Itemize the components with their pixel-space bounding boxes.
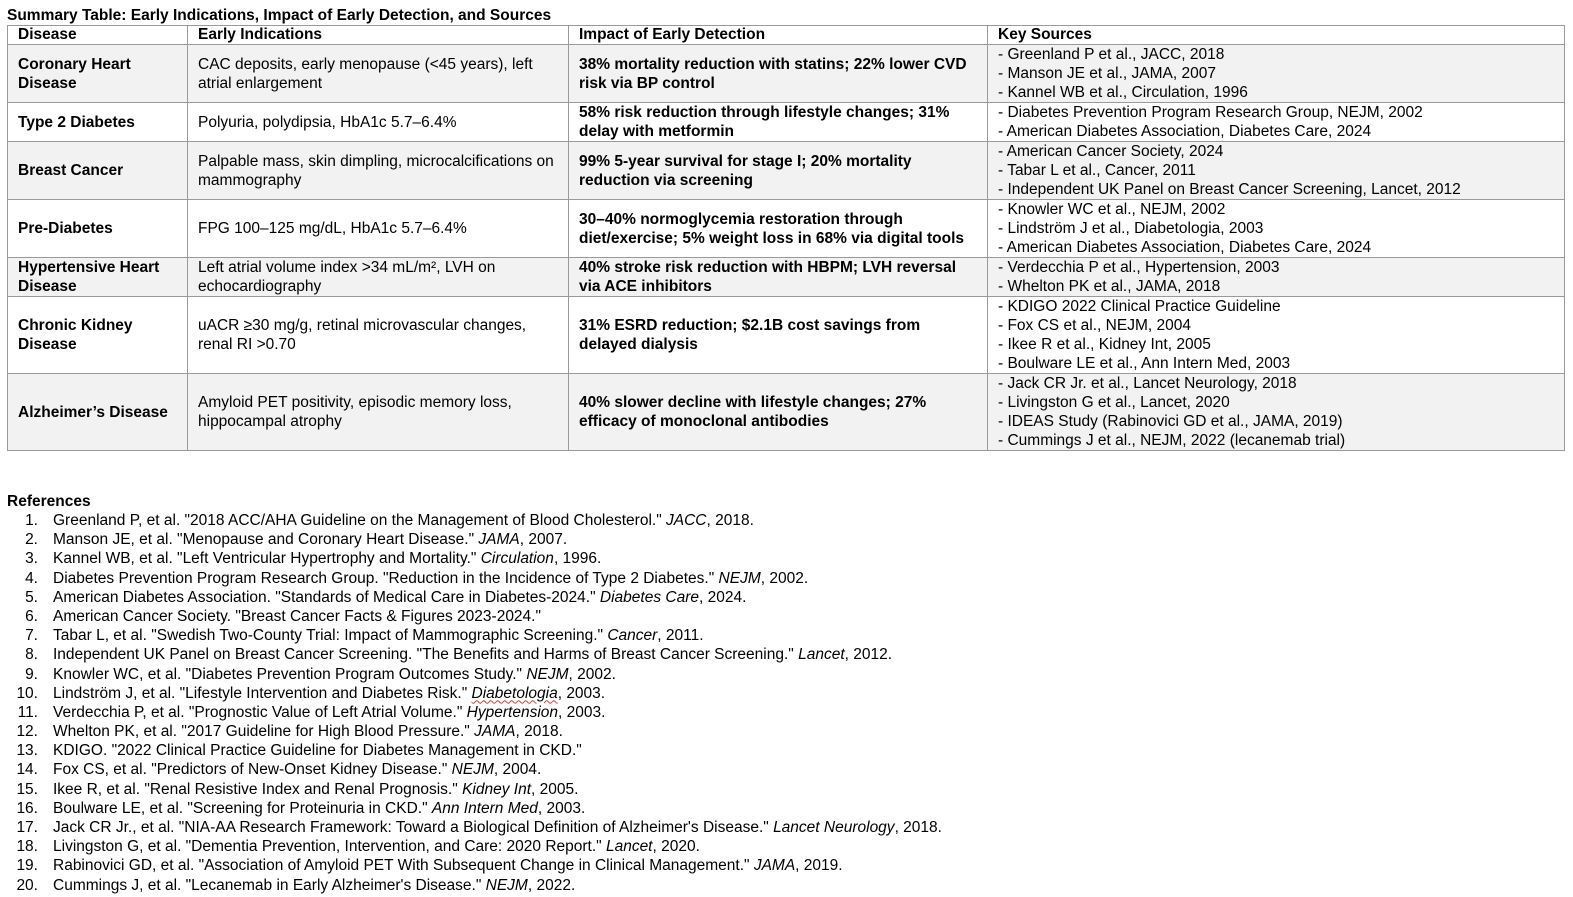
source-line: - Whelton PK et al., JAMA, 2018	[998, 278, 1221, 295]
indications-cell: uACR ≥30 mg/g, retinal microvascular changes, renal RI >0.70	[188, 297, 569, 374]
impact-cell: 30–40% normoglycemia restoration through diet/exercise; 5% weight loss in 68% via digital tools	[569, 200, 988, 258]
reference-journal: Lancet Neurology	[773, 819, 895, 836]
reference-item	[7, 569, 1207, 588]
source-line: - Kannel WB et al., Circulation, 1996	[998, 84, 1248, 101]
summary-table	[7, 25, 1565, 451]
indications-cell: CAC deposits, early menopause (<45 years), left atrial enlargement	[188, 45, 569, 103]
reference-year: , 2003.	[558, 703, 606, 721]
source-line: - American Diabetes Association, Diabetes Care, 2024	[998, 239, 1372, 256]
reference-number: 15.	[16, 780, 38, 798]
reference-journal: Diabetes Care	[599, 588, 699, 606]
reference-year: , 2002.	[568, 665, 616, 683]
reference-item	[7, 818, 1207, 837]
reference-text: American Diabetes Association. "Standards of Medical Care in Diabetes-2024."	[53, 588, 600, 606]
document	[7, 6, 1565, 451]
reference-text: Lindström J, et al. "Lifestyle Intervention and Diabetes Risk."	[53, 684, 472, 702]
reference-text: Independent UK Panel on Breast Cancer Screening. "The Benefits and Harms of Breast Cancer Screening."	[53, 646, 799, 664]
sources-cell	[988, 200, 1565, 258]
reference-item	[7, 856, 1207, 875]
references-heading: References	[7, 493, 91, 510]
source-line: - Manson JE et al., JAMA, 2007	[998, 65, 1216, 82]
reference-text: Fox CS, et al. "Predictors of New-Onset Kidney Disease."	[53, 761, 452, 779]
reference-item	[7, 799, 1207, 818]
reference-item	[7, 665, 1207, 684]
source-line: - Independent UK Panel on Breast Cancer Screening, Lancet, 2012	[998, 181, 1461, 198]
reference-text: Jack CR Jr., et al. "NIA-AA Research Framework: Toward a Biological Definition of Alzheimer's Disease."	[53, 819, 774, 836]
reference-text: Manson JE, et al. "Menopause and Coronary Heart Disease."	[53, 531, 479, 549]
reference-number: 12.	[16, 723, 38, 741]
reference-number: 16.	[16, 799, 38, 817]
reference-year: , 2003.	[557, 684, 606, 702]
reference-journal: JAMA	[474, 723, 516, 741]
reference-year: , 2024.	[698, 588, 747, 606]
reference-text: Diabetes Prevention Program Research Group. "Reduction in the Incidence of Type 2 Diabetes."	[53, 569, 719, 587]
sources-cell	[988, 45, 1565, 103]
reference-journal: NEJM	[526, 665, 569, 683]
source-line: - Knowler WC et al., NEJM, 2002	[998, 201, 1226, 218]
reference-year: , 1996.	[553, 550, 602, 568]
reference-text: Cummings J, et al. "Lecanemab in Early Alzheimer's Disease."	[53, 876, 486, 894]
reference-number: 9.	[25, 665, 38, 683]
reference-number: 1.	[25, 512, 38, 529]
disease-cell: Type 2 Diabetes	[8, 103, 188, 142]
disease-cell: Coronary Heart Disease	[8, 45, 188, 103]
reference-text: Livingston G, et al. "Dementia Prevention, Intervention, and Care: 2020 Report."	[53, 838, 606, 856]
reference-item	[7, 626, 1207, 645]
reference-number: 11.	[17, 703, 38, 721]
reference-journal: Diabetologia	[471, 684, 558, 702]
source-line: - American Diabetes Association, Diabetes Care, 2024	[998, 123, 1372, 140]
reference-journal: JAMA	[753, 857, 796, 875]
reference-text: American Cancer Society. "Breast Cancer Facts & Figures 2023-2024."	[53, 607, 541, 625]
reference-number: 2.	[25, 531, 38, 549]
reference-number: 8.	[25, 646, 38, 664]
disease-cell: Hypertensive Heart Disease	[8, 258, 188, 297]
reference-item	[7, 684, 1207, 703]
indications-cell: Palpable mass, skin dimpling, microcalcifications on mammography	[188, 142, 569, 200]
reference-journal: Ann Intern Med	[431, 799, 538, 817]
sources-cell	[988, 297, 1565, 374]
source-line: - IDEAS Study (Rabinovici GD et al., JAMA, 2019)	[998, 413, 1343, 430]
references-list	[7, 511, 1207, 895]
reference-number: 13.	[16, 742, 38, 760]
reference-item	[7, 760, 1207, 779]
reference-item	[7, 780, 1207, 799]
reference-year: , 2018.	[894, 819, 942, 836]
reference-journal: Kidney Int	[462, 780, 531, 798]
reference-year: , 2003.	[537, 799, 586, 817]
source-line: - Verdecchia P et al., Hypertension, 2003	[998, 259, 1280, 276]
table-title: Summary Table: Early Indications, Impact of Early Detection, and Sources	[7, 7, 552, 24]
source-line: - Cummings J et al., NEJM, 2022 (lecanemab trial)	[998, 432, 1346, 449]
disease-cell: Breast Cancer	[8, 142, 188, 200]
reference-item	[7, 876, 1207, 895]
source-line: - American Cancer Society, 2024	[998, 143, 1224, 160]
reference-text: Rabinovici GD, et al. "Association of Amyloid PET With Subsequent Change in Clinical Management."	[53, 857, 754, 875]
reference-number: 10.	[16, 684, 38, 702]
reference-journal: JACC	[666, 512, 707, 529]
reference-text: Greenland P, et al. "2018 ACC/AHA Guideline on the Management of Blood Cholesterol."	[53, 512, 667, 529]
reference-item	[7, 607, 1207, 626]
reference-journal: Hypertension	[466, 703, 558, 721]
reference-text: Kannel WB, et al. "Left Ventricular Hypertrophy and Mortality."	[53, 550, 481, 568]
indications-cell: Amyloid PET positivity, episodic memory loss, hippocampal atrophy	[188, 374, 569, 451]
reference-number: 20.	[16, 876, 38, 894]
sources-cell	[988, 103, 1565, 142]
header-impact: Impact of Early Detection	[569, 26, 988, 45]
reference-number: 5.	[25, 588, 38, 606]
reference-number: 14.	[16, 761, 38, 779]
source-line: - Jack CR Jr. et al., Lancet Neurology, 2018	[998, 375, 1297, 392]
reference-year: , 2011.	[657, 627, 704, 645]
reference-number: 3.	[25, 550, 38, 568]
table-row	[8, 297, 1565, 374]
reference-number: 17.	[16, 819, 38, 836]
disease-cell: Pre-Diabetes	[8, 200, 188, 258]
reference-number: 19.	[16, 857, 38, 875]
reference-item	[7, 837, 1207, 856]
disease-cell: Chronic Kidney Disease	[8, 297, 188, 374]
reference-number: 6.	[25, 607, 38, 625]
reference-text: Tabar L, et al. "Swedish Two-County Trial: Impact of Mammographic Screening."	[53, 627, 608, 645]
reference-year: , 2018.	[515, 723, 563, 741]
impact-cell: 40% stroke risk reduction with HBPM; LVH reversal via ACE inhibitors	[569, 258, 988, 297]
impact-cell: 38% mortality reduction with statins; 22% lower CVD risk via BP control	[569, 45, 988, 103]
source-line: - Livingston G et al., Lancet, 2020	[998, 394, 1230, 411]
reference-number: 18.	[16, 838, 38, 856]
table-row	[8, 45, 1565, 103]
reference-item	[7, 530, 1207, 549]
table-header-row	[8, 26, 1565, 45]
header-early-indications: Early Indications	[188, 26, 569, 45]
source-line: - Lindström J et al., Diabetologia, 2003	[998, 220, 1264, 237]
reference-number: 7.	[25, 627, 38, 645]
reference-item	[7, 549, 1207, 568]
source-line: - Boulware LE et al., Ann Intern Med, 2003	[998, 355, 1291, 372]
reference-year: , 2018.	[706, 512, 754, 529]
reference-text: Boulware LE, et al. "Screening for Proteinuria in CKD."	[53, 799, 432, 817]
reference-text: Ikee R, et al. "Renal Resistive Index and Renal Prognosis."	[53, 780, 463, 798]
reference-journal: NEJM	[718, 569, 761, 587]
reference-text: Whelton PK, et al. "2017 Guideline for High Blood Pressure."	[53, 723, 475, 741]
reference-item	[7, 645, 1207, 664]
reference-year: , 2002.	[760, 569, 809, 587]
reference-year: , 2004.	[493, 761, 542, 779]
sources-cell	[988, 142, 1565, 200]
header-disease: Disease	[8, 26, 188, 45]
source-line: - KDIGO 2022 Clinical Practice Guideline	[998, 298, 1281, 315]
reference-journal: Cancer	[607, 627, 658, 645]
reference-text: Knowler WC, et al. "Diabetes Prevention Program Outcomes Study."	[53, 665, 527, 683]
indications-cell: FPG 100–125 mg/dL, HbA1c 5.7–6.4%	[188, 200, 569, 258]
source-line: - Fox CS et al., NEJM, 2004	[998, 317, 1191, 334]
disease-cell: Alzheimer’s Disease	[8, 374, 188, 451]
reference-item	[7, 511, 1207, 530]
reference-year: , 2022.	[527, 876, 576, 894]
impact-cell: 58% risk reduction through lifestyle changes; 31% delay with metformin	[569, 103, 988, 142]
indications-cell: Left atrial volume index >34 mL/m², LVH on echocardiography	[188, 258, 569, 297]
header-key-sources: Key Sources	[988, 26, 1565, 45]
reference-item	[7, 722, 1207, 741]
source-line: - Ikee R et al., Kidney Int, 2005	[998, 336, 1211, 353]
reference-year: , 2020.	[652, 838, 700, 856]
sources-cell	[988, 374, 1565, 451]
source-line: - Greenland P et al., JACC, 2018	[998, 46, 1225, 63]
reference-number: 4.	[25, 569, 38, 587]
table-row	[8, 142, 1565, 200]
reference-journal: JAMA	[478, 531, 520, 549]
reference-item	[7, 703, 1207, 722]
reference-item	[7, 588, 1207, 607]
reference-journal: NEJM	[485, 876, 528, 894]
table-row	[8, 103, 1565, 142]
reference-year: , 2012.	[844, 646, 893, 664]
reference-year: , 2007.	[519, 531, 568, 549]
reference-year: , 2019.	[795, 857, 843, 875]
reference-journal: Circulation	[480, 550, 554, 568]
sources-cell	[988, 258, 1565, 297]
reference-year: , 2005.	[531, 780, 579, 798]
table-row	[8, 258, 1565, 297]
impact-cell: 31% ESRD reduction; $2.1B cost savings from delayed dialysis	[569, 297, 988, 374]
reference-journal: NEJM	[451, 761, 494, 779]
source-line: - Tabar L et al., Cancer, 2011	[998, 162, 1196, 179]
table-row	[8, 200, 1565, 258]
table-row	[8, 374, 1565, 451]
source-line: - Diabetes Prevention Program Research Group, NEJM, 2002	[998, 104, 1423, 121]
reference-text: KDIGO. "2022 Clinical Practice Guideline for Diabetes Management in CKD."	[53, 742, 582, 760]
reference-text: Verdecchia P, et al. "Prognostic Value of Left Atrial Volume."	[53, 703, 467, 721]
impact-cell: 99% 5-year survival for stage I; 20% mortality reduction via screening	[569, 142, 988, 200]
reference-journal: Lancet	[605, 838, 653, 856]
indications-cell: Polyuria, polydipsia, HbA1c 5.7–6.4%	[188, 103, 569, 142]
reference-item	[7, 741, 1207, 760]
reference-journal: Lancet	[798, 646, 845, 664]
impact-cell: 40% slower decline with lifestyle changes; 27% efficacy of monoclonal antibodies	[569, 374, 988, 451]
